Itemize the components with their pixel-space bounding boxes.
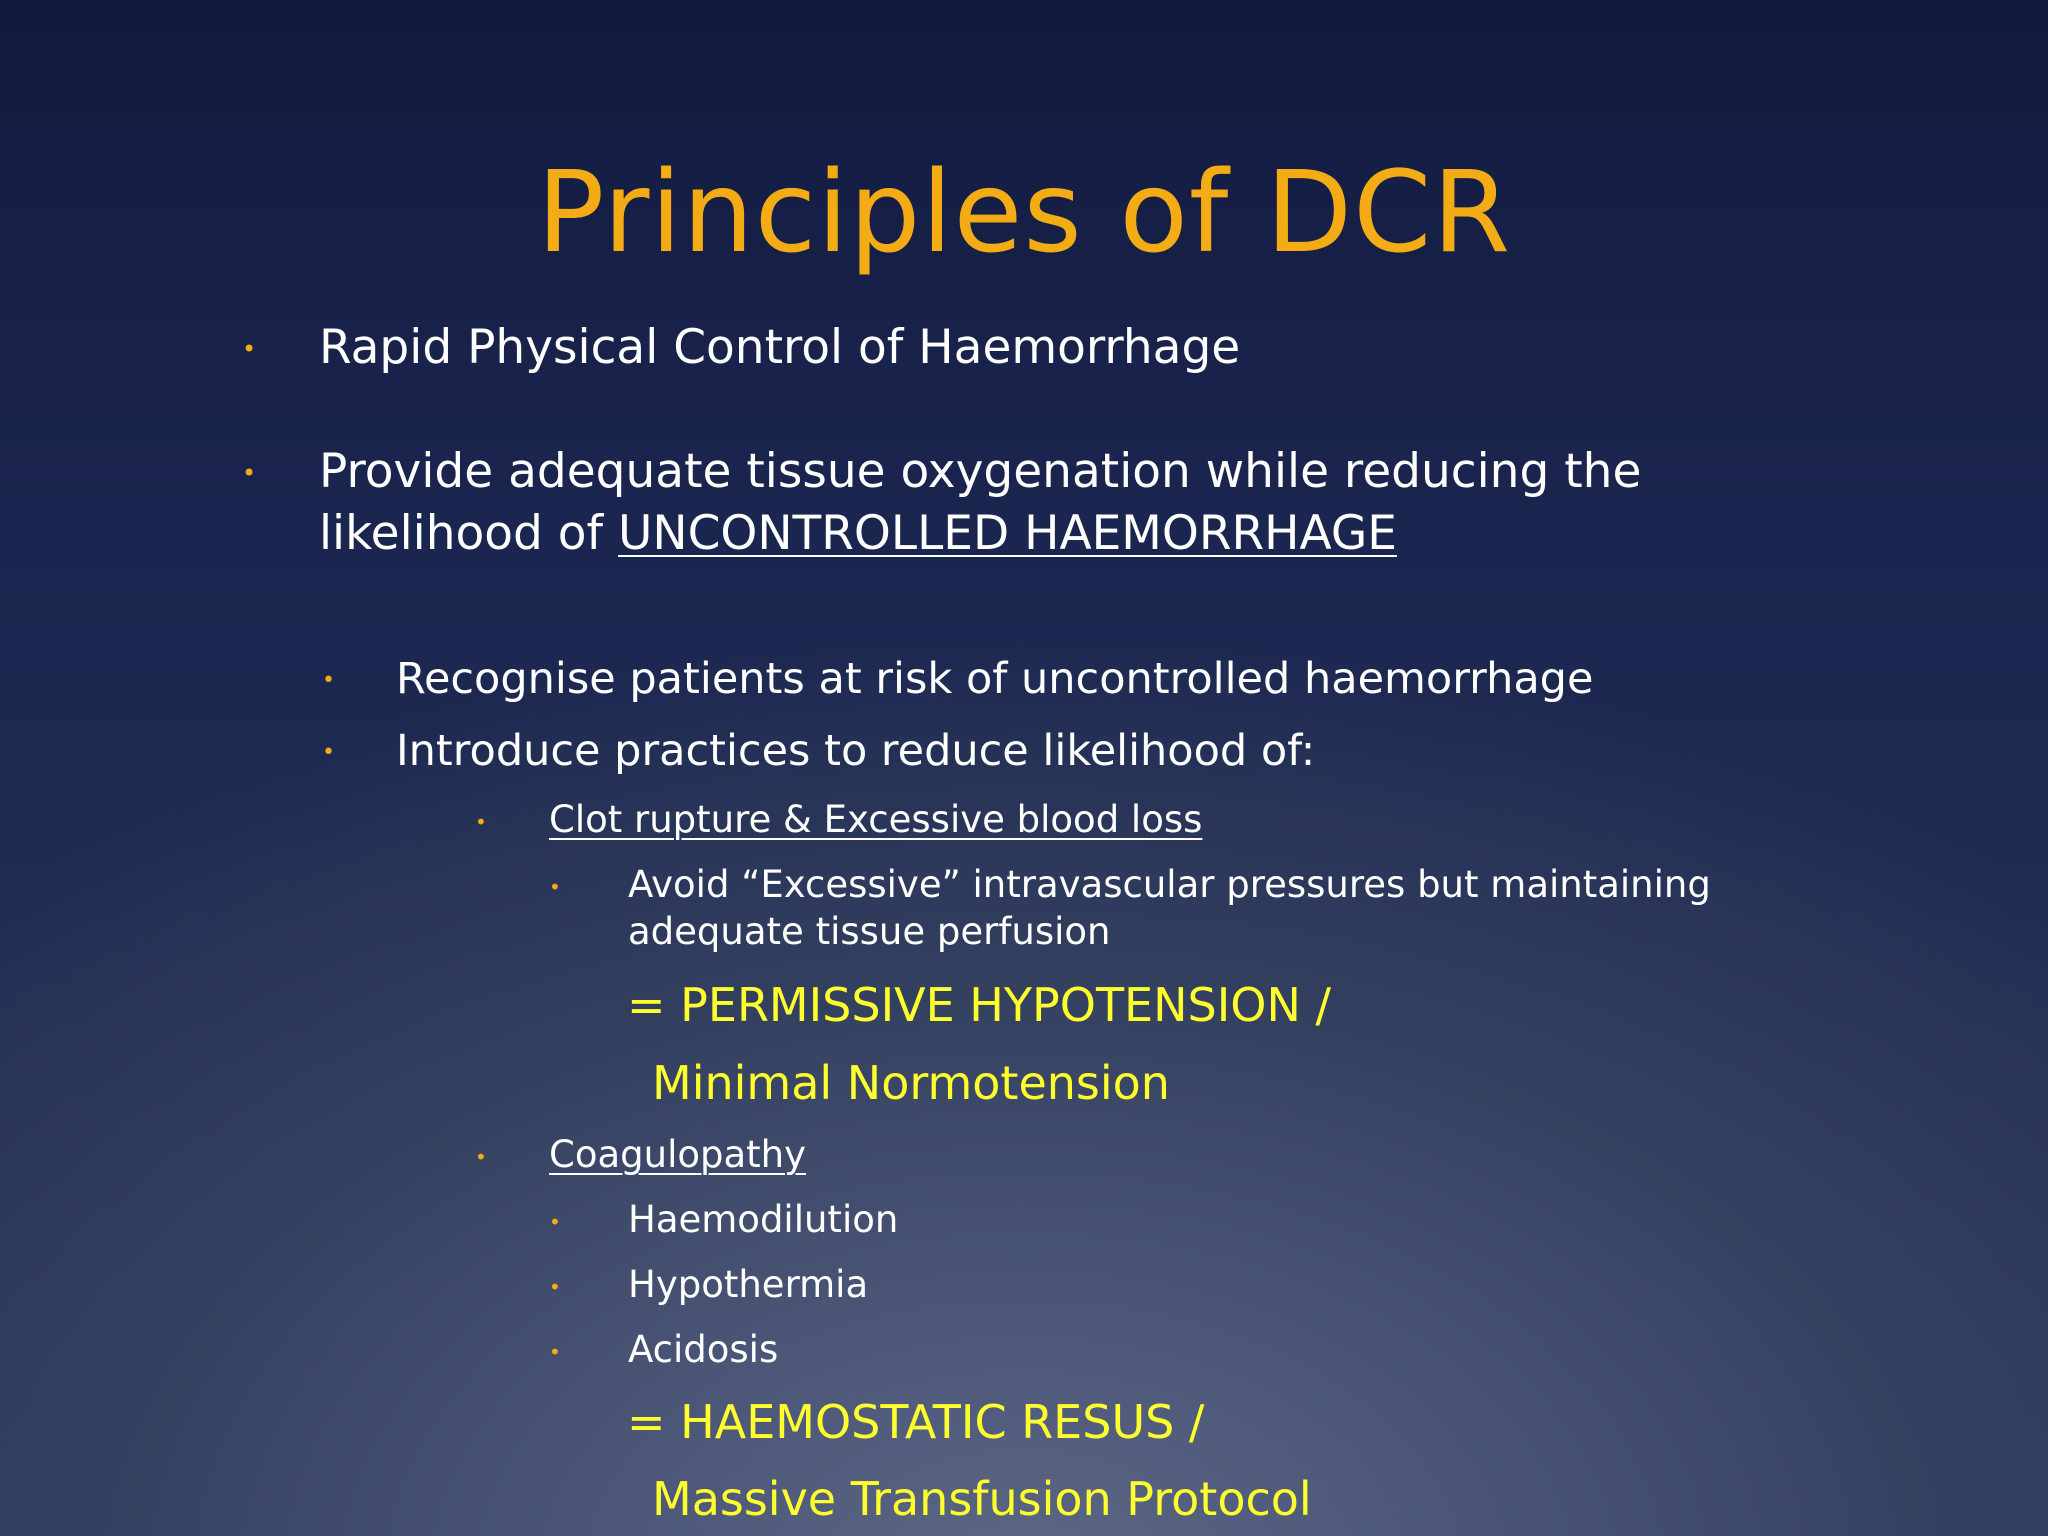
haemostatic-resus-text: = HAEMOSTATIC RESUS / bbox=[627, 1395, 1205, 1449]
point-recognise-patients: Recognise patients at risk of uncontrolled haemorrhage bbox=[396, 654, 1594, 704]
point-rapid-control: Rapid Physical Control of Haemorrhage bbox=[319, 320, 1241, 375]
permissive-hypotension-text: = PERMISSIVE HYPOTENSION / bbox=[627, 978, 1332, 1032]
slide-title: Principles of DCR bbox=[536, 148, 1512, 278]
bullet-marker: • bbox=[475, 1145, 487, 1169]
point-hypothermia: Hypothermia bbox=[628, 1263, 869, 1306]
uncontrolled-haemorrhage-text: UNCONTROLLED HAEMORRHAGE bbox=[618, 506, 1397, 561]
minimal-normotension-text: Minimal Normotension bbox=[652, 1056, 1170, 1110]
bullet-marker: • bbox=[549, 875, 561, 899]
point-introduce-practices: Introduce practices to reduce likelihood of: bbox=[396, 726, 1316, 776]
bullet-marker: • bbox=[242, 335, 257, 363]
bullet-marker: • bbox=[322, 668, 335, 693]
point-oxygenation bbox=[319, 441, 1641, 565]
point-acidosis: Acidosis bbox=[628, 1328, 779, 1371]
point-oxygenation-line2 bbox=[319, 503, 1641, 565]
point-haemodilution: Haemodilution bbox=[628, 1198, 899, 1241]
point-avoid-pressures-line1: Avoid “Excessive” intravascular pressures but maintaining bbox=[628, 863, 1711, 906]
bullet-marker: • bbox=[242, 459, 257, 487]
point-avoid-pressures bbox=[628, 861, 1711, 955]
bullet-marker: • bbox=[549, 1340, 561, 1364]
bullet-marker: • bbox=[475, 810, 487, 834]
bullet-marker: • bbox=[549, 1275, 561, 1299]
point-clot-rupture: Clot rupture & Excessive blood loss bbox=[549, 798, 1203, 841]
point-coagulopathy: Coagulopathy bbox=[549, 1133, 807, 1176]
bullet-marker: • bbox=[322, 740, 335, 765]
point-oxygenation-line1: Provide adequate tissue oxygenation while reducing the bbox=[319, 444, 1642, 499]
point-avoid-pressures-line2: adequate tissue perfusion bbox=[628, 910, 1111, 953]
massive-transfusion-text: Massive Transfusion Protocol bbox=[652, 1472, 1312, 1526]
point-oxygenation-prefix: likelihood of bbox=[319, 506, 619, 561]
bullet-marker: • bbox=[549, 1210, 561, 1234]
